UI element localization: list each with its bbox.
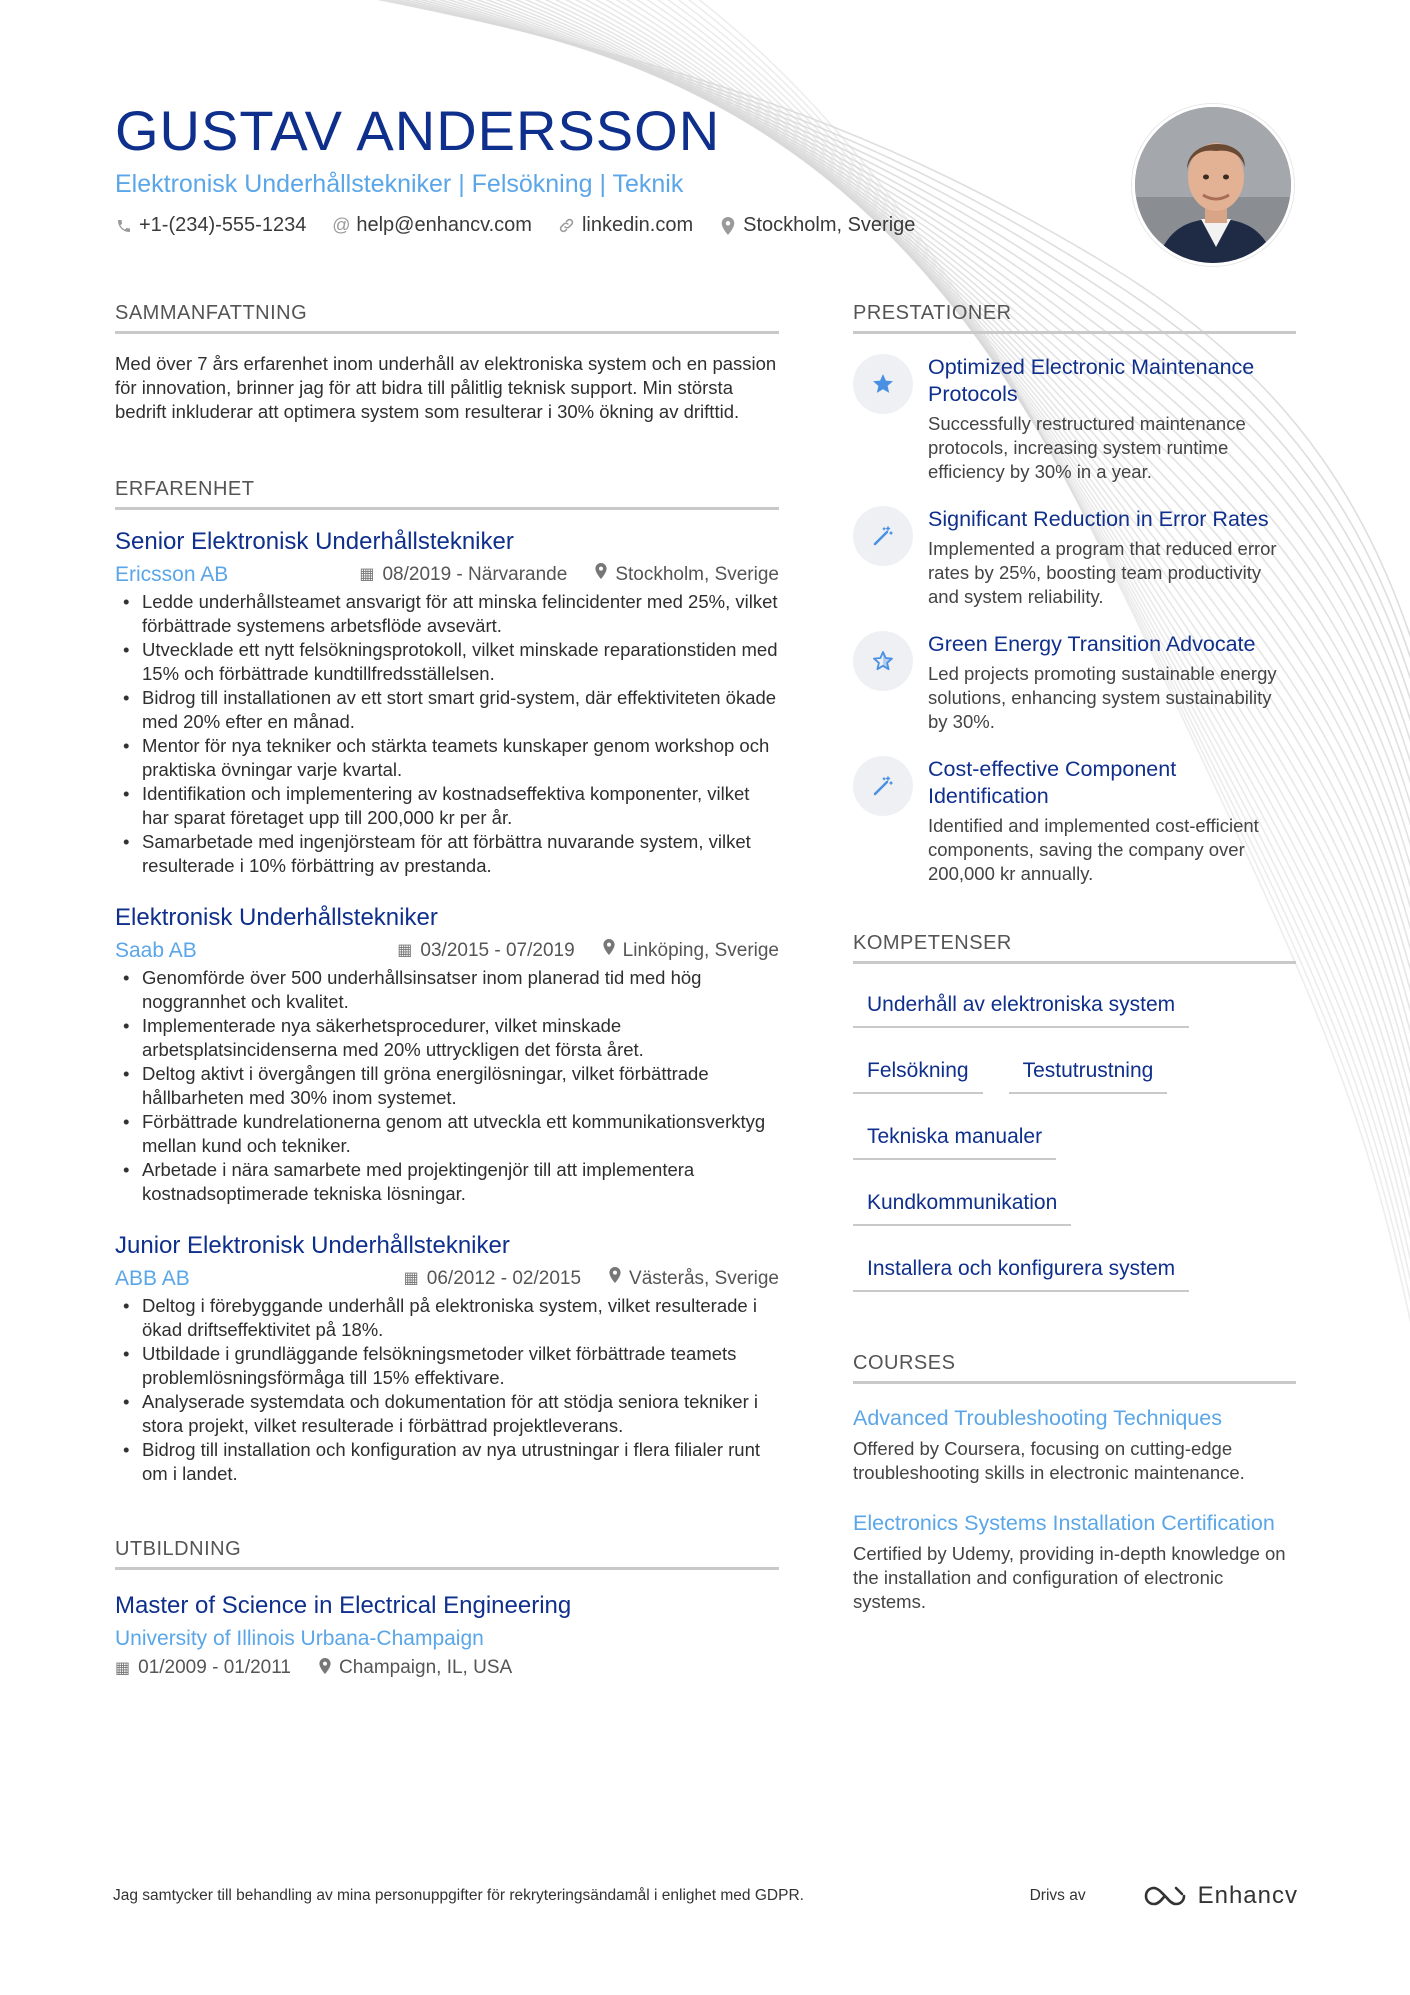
profile-photo <box>1132 104 1294 266</box>
skill-tag: Felsökning <box>853 1052 983 1094</box>
job-entry <box>115 902 779 1206</box>
contact-linkedin-text: linkedin.com <box>581 214 694 236</box>
achievement-title: Green Energy Transition Advocate <box>928 632 1256 656</box>
job-meta <box>115 562 779 588</box>
education-heading: UTBILDNING <box>115 1538 779 1570</box>
skill-tag: Installera och konfigurera system <box>853 1250 1189 1292</box>
skill-tag: Underhåll av elektroniska system <box>853 986 1189 1028</box>
contact-email-text: help@enhancv.com <box>356 214 532 236</box>
job-dates <box>404 1266 581 1292</box>
job-dates-text: 03/2015 - 07/2019 <box>420 940 575 961</box>
contact-row <box>115 214 1115 237</box>
achievement-desc: Implemented a program that reduced error rates by 25%, boosting team productivity and system reliability. <box>928 538 1277 607</box>
achievement-item <box>853 756 1296 886</box>
education-location <box>319 1657 512 1679</box>
contact-linkedin[interactable] <box>558 214 693 237</box>
bullet-item: • Ledde underhållsteamet ansvarigt för att minska felincidenter med 25%, vilket förbättrade systemens arbetsflöde avsevärt. <box>115 590 779 638</box>
achievement-body <box>928 631 1296 734</box>
bullet-item: • Genomförde över 500 underhållsinsatser inom planerad tid med hög noggrannhet och kvalitet. <box>115 966 779 1014</box>
achievement-desc: Identified and implemented cost-efficient components, saving the company over 200,000 kr annually. <box>928 815 1259 884</box>
company-name: Ericsson AB <box>115 563 229 586</box>
education-dates <box>115 1657 291 1679</box>
calendar-icon: ▦ <box>115 1660 131 1677</box>
job-title: Senior Elektronisk Underhållstekniker <box>115 528 514 555</box>
job-bullets <box>115 966 779 1206</box>
job-meta <box>115 938 779 964</box>
achievement-desc: Led projects promoting sustainable energy solutions, enhancing system sustainability by 30%. <box>928 663 1277 732</box>
contact-phone-text: +1-(234)-555-1234 <box>139 214 307 236</box>
job-title: Elektronisk Underhållstekniker <box>115 904 438 931</box>
skill-tag: Tekniska manualer <box>853 1118 1056 1160</box>
contact-location <box>719 214 915 237</box>
summary-text: Med över 7 års erfarenhet inom underhåll av elektroniska system och en passion för innovation, brinner jag för att bidra till pålitlig teknisk support. Min största bedrift inkluderar att optimera system som resulterar i 30% ökning av drifttid. <box>115 353 777 422</box>
job-bullets <box>115 1294 779 1486</box>
infinity-logo-icon <box>1142 1884 1188 1908</box>
bullet-item: • Bidrog till installation och konfiguration av nya utrustningar i flera filialer runt om i landet. <box>115 1438 779 1486</box>
job-location-text: Linköping, Sverige <box>622 940 779 961</box>
contact-phone[interactable] <box>115 214 306 237</box>
job-dates-text: 06/2012 - 02/2015 <box>426 1268 582 1289</box>
calendar-icon: ▦ <box>403 1270 419 1287</box>
skills-heading: KOMPETENSER <box>853 932 1296 964</box>
experience-heading: ERFARENHET <box>115 478 779 510</box>
course-title: Electronics Systems Installation Certification <box>853 1511 1275 1535</box>
achievement-body <box>928 756 1296 886</box>
bullet-item: • Samarbetade med ingenjörsteam för att förbättra nuvarande system, vilket resulterade i 10% förbättring av prestanda. <box>115 830 779 878</box>
calendar-icon: ▦ <box>359 566 375 583</box>
powered-by-label: Drivs av <box>1029 1887 1086 1904</box>
education-meta <box>115 1657 779 1679</box>
job-bullets <box>115 590 779 878</box>
bullet-item: • Analyserade systemdata och dokumentation för att stödja seniora tekniker i stora projekt, vilket resulterade i förbättrad projektleverans. <box>115 1390 779 1438</box>
achievements-heading: PRESTATIONER <box>853 302 1296 334</box>
achievement-body <box>928 354 1296 484</box>
skill-tag: Kundkommunikation <box>853 1184 1071 1226</box>
job-dates <box>397 938 574 964</box>
job-location-text: Stockholm, Sverige <box>615 564 779 585</box>
location-pin-icon <box>595 562 607 588</box>
job-location <box>595 562 779 588</box>
degree-title: Master of Science in Electrical Engineering <box>115 1592 572 1619</box>
bullet-item: • Deltog i förebyggande underhåll på elektroniska system, vilket resulterade i ökad driftseffektivitet på 18%. <box>115 1294 779 1342</box>
company-name: ABB AB <box>115 1267 190 1290</box>
bullet-item: • Mentor för nya tekniker och stärkta teamets kunskaper genom workshop och praktiska övningar varje kvartal. <box>115 734 779 782</box>
job-dates-text: 08/2019 - Närvarande <box>382 564 568 585</box>
achievement-body <box>928 506 1296 609</box>
skills-list <box>853 986 1296 1316</box>
school-name: University of Illinois Urbana-Champaign <box>115 1627 484 1650</box>
achievement-desc: Successfully restructured maintenance protocols, increasing system runtime efficiency by 30% in a year. <box>928 413 1246 482</box>
job-location <box>603 938 779 964</box>
bullet-item: • Arbetade i nära samarbete med projektingenjör till att implementera kostnadsoptimerade tekniska lösningar. <box>115 1158 779 1206</box>
bullet-item: • Utvecklade ett nytt felsökningsprotokoll, vilket minskade reparationstiden med 15% och förbättrade kundtillfredsställelsen. <box>115 638 779 686</box>
education-dates-text: 01/2009 - 01/2011 <box>138 1657 291 1678</box>
summary-heading: SAMMANFATTNING <box>115 302 779 334</box>
course-title: Advanced Troubleshooting Techniques <box>853 1406 1222 1430</box>
job-entry <box>115 1230 779 1486</box>
magic-wand-icon <box>853 756 913 816</box>
education-location-text: Champaign, IL, USA <box>338 1657 513 1678</box>
course-item <box>853 1509 1296 1614</box>
achievement-title: Significant Reduction in Error Rates <box>928 507 1269 531</box>
footer <box>113 1882 1298 1910</box>
location-pin-icon <box>719 217 737 235</box>
location-pin-icon <box>319 1658 331 1679</box>
course-desc: Offered by Coursera, focusing on cutting-edge troubleshooting skills in electronic maintenance. <box>853 1438 1245 1483</box>
at-icon: @ <box>332 215 351 235</box>
course-desc: Certified by Udemy, providing in-depth knowledge on the installation and configuration of electronic systems. <box>853 1543 1286 1612</box>
star-icon <box>853 354 913 414</box>
achievement-item <box>853 631 1296 734</box>
link-icon <box>558 217 576 234</box>
contact-email[interactable] <box>332 214 532 237</box>
star-outline-icon <box>853 631 913 691</box>
job-meta <box>115 1266 779 1292</box>
right-column <box>853 302 1296 1614</box>
company-name: Saab AB <box>115 939 197 962</box>
job-dates <box>359 562 567 588</box>
job-title: Junior Elektronisk Underhållstekniker <box>115 1232 510 1259</box>
bullet-item: • Bidrog till installationen av ett stort smart grid-system, där effektiviteten ökade med 20% efter en månad. <box>115 686 779 734</box>
courses-heading: COURSES <box>853 1352 1296 1384</box>
bullet-item: • Implementerade nya säkerhetsprocedurer, vilket minskade arbetsplatsincidenserna med 20% uttryckligen det första året. <box>115 1014 779 1062</box>
enhancv-logo[interactable] <box>1142 1882 1298 1910</box>
bullet-item: • Identifikation och implementering av kostnadseffektiva komponenter, vilket har sparat företaget upp till 200,000 kr per år. <box>115 782 779 830</box>
bullet-item: • Förbättrade kundrelationerna genom att utveckla ett kommunikationsverktyg mellan kund och tekniker. <box>115 1110 779 1158</box>
candidate-name: GUSTAV ANDERSSON <box>115 99 721 162</box>
job-location <box>609 1266 779 1292</box>
magic-wand-icon <box>853 506 913 566</box>
bullet-item: • Utbildade i grundläggande felsökningsmetoder vilket förbättrade teamets problemlösningsförmåga till 15% effektivare. <box>115 1342 779 1390</box>
achievement-title: Cost-effective Component Identification <box>928 757 1177 808</box>
skill-tag: Testutrustning <box>1009 1052 1168 1094</box>
contact-location-text: Stockholm, Sverige <box>743 214 916 236</box>
location-pin-icon <box>603 938 615 964</box>
left-column <box>115 302 779 1679</box>
job-entry <box>115 526 779 878</box>
gdpr-consent: Jag samtycker till behandling av mina personuppgifter för rekryteringsändamål i enlighet med GDPR. <box>113 1887 804 1904</box>
candidate-headline: Elektronisk Underhållstekniker | Felsökning | Teknik <box>115 170 684 198</box>
course-item <box>853 1404 1296 1485</box>
brand-name: Enhancv <box>1197 1882 1298 1909</box>
job-location-text: Västerås, Sverige <box>629 1268 779 1289</box>
phone-icon <box>115 218 133 234</box>
bullet-item: • Deltog aktivt i övergången till gröna energilösningar, vilket förbättrade hållbarheten med 30% inom systemet. <box>115 1062 779 1110</box>
achievement-title: Optimized Electronic Maintenance Protocols <box>928 355 1255 406</box>
calendar-icon: ▦ <box>397 942 413 959</box>
resume-header <box>115 100 1115 237</box>
location-pin-icon <box>609 1266 621 1292</box>
achievement-item <box>853 506 1296 609</box>
achievement-item <box>853 354 1296 484</box>
